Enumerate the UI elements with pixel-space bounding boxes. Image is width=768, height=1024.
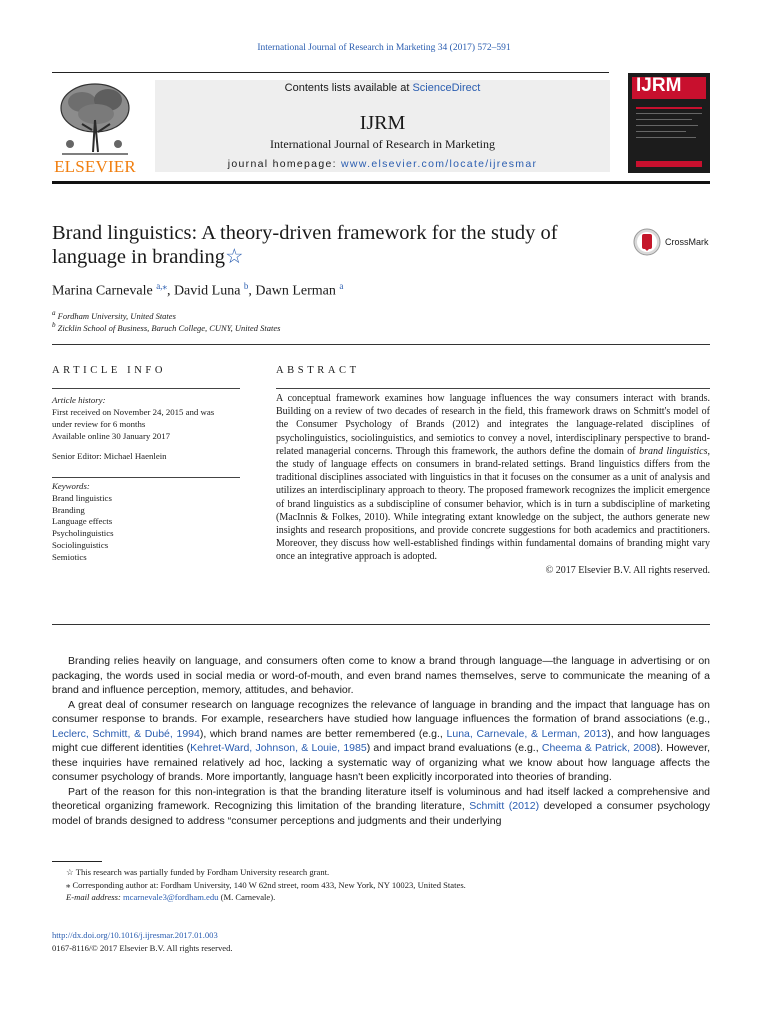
- senior-editor: Senior Editor: Michael Haenlein: [52, 451, 167, 461]
- journal-citation-link[interactable]: International Journal of Research in Marketing 34 (2017) 572–591: [257, 43, 511, 53]
- history-line: Available online 30 January 2017: [52, 431, 171, 441]
- keyword: Semiotics: [52, 551, 87, 562]
- sciencedirect-link[interactable]: ScienceDirect: [412, 82, 481, 94]
- affiliation-a: [52, 309, 176, 321]
- contents-available-line: [155, 82, 610, 94]
- keyword: Brand linguistics: [52, 492, 112, 503]
- article-title-line-1: Brand linguistics: A theory-driven framework for the study of: [52, 222, 558, 244]
- citation-link[interactable]: Luna, Carnevale, & Lerman, 2013: [446, 727, 608, 740]
- body-text: ), and how languages might cue different identities (: [52, 727, 710, 754]
- body-rule: [52, 624, 710, 625]
- abstract-paragraph: [276, 392, 710, 564]
- keywords-label: Keywords:: [52, 481, 90, 491]
- keyword: Sociolinguistics: [52, 539, 109, 550]
- header-rule: [52, 72, 609, 73]
- abstract-text: , the study of language effects on consumers in brand-related settings. Brand linguistics differs from the traditional disciplines associated with linguistics in that it focuses on the consumer as a unit of analysis and utilizes an interdisciplinary approach to theory. The proposed framework recognizes the implicit emergence of brand linguistics as a subdiscipline of consumer behavior, which is in turn a subdiscipline of marketing (MacInnis & Folkes, 2010). While integrating extant knowledge on the subject, the authors generate new insights and research propositions, and provide concrete suggestions for both academics and practitioners. Moreover, they discuss how well-established findings within fundamental domains of branding might vary once an integrative approach is adopted.: [276, 445, 710, 563]
- abstract-copyright: © 2017 Elsevier B.V. All rights reserved.: [545, 564, 710, 576]
- journal-abbreviation: IJRM: [359, 112, 406, 134]
- crossmark-icon: [633, 228, 661, 256]
- article-body: [52, 654, 710, 828]
- journal-homepage-link[interactable]: www.elsevier.com/locate/ijresmar: [341, 158, 538, 170]
- affiliation-text: Zicklin School of Business, Baruch College, CUNY, United States: [57, 322, 281, 333]
- keywords-list: [52, 481, 114, 564]
- keyword: Branding: [52, 504, 85, 515]
- header-thick-rule: [52, 181, 710, 184]
- contents-prefix: Contents lists available at: [284, 82, 413, 94]
- footnote-text: This research was partially funded by Fordham University research grant.: [75, 867, 330, 877]
- footnote-text: Corresponding author at: Fordham University, 140 W 62nd street, room 433, New York, NY 10023, United States.: [72, 879, 466, 890]
- footnote-email: [52, 891, 710, 904]
- article-history: [52, 394, 242, 442]
- section-rule: [52, 344, 710, 345]
- footnotes: [52, 866, 710, 904]
- body-paragraph: Branding relies heavily on language, and consumers often come to know a brand through language—the language in advertising or on packaging, the words used in social media or word-of-mouth, and even brand names themselves, serve to communicate the meaning of a brand and influence perception, memory, attitudes, and behavior.: [52, 655, 710, 696]
- footnote-asterisk-icon: ⁎: [66, 879, 71, 890]
- abstract-heading: ABSTRACT: [276, 365, 360, 376]
- abstract-emphasis: brand linguistics: [639, 445, 708, 457]
- author-affiliation-link[interactable]: a: [339, 281, 344, 291]
- doi-block: [52, 929, 233, 954]
- citation-link[interactable]: Schmitt (2012): [469, 800, 540, 812]
- body-text: ) and impact brand evaluations (e.g.,: [366, 742, 542, 754]
- history-line: under review for 6 months: [52, 419, 146, 429]
- citation-link[interactable]: Cheema & Patrick, 2008: [541, 742, 657, 754]
- affiliation-mark: b: [52, 321, 56, 329]
- body-text: ). However, these inquiries have remained relatively ad hoc, lacking a systematic way of organizing what we know about how language affects the consumer psychology of brands. More importantly, language hasn't been explicitly incorporated into theories of branding.: [52, 742, 710, 783]
- body-paragraph: [52, 785, 710, 829]
- author-affiliation-link[interactable]: a,: [156, 281, 163, 291]
- author-name[interactable]: Dawn Lerman: [255, 283, 336, 299]
- abstract-body: [276, 392, 710, 577]
- homepage-prefix: journal homepage:: [227, 158, 342, 170]
- crossmark-label: CrossMark: [665, 237, 709, 247]
- author-name[interactable]: David Luna: [173, 283, 241, 299]
- email-suffix: (M. Carnevale).: [218, 892, 276, 903]
- body-text: A great deal of consumer research on language recognizes the relevance of language in branding and the impact that language has on consumer response to brands. For example, researchers have studied how language influences the formation of brand associations (e.g.,: [52, 698, 710, 725]
- footnote-funding: [52, 866, 710, 879]
- author-separator: ,: [166, 283, 174, 299]
- keyword: Language effects: [52, 516, 113, 527]
- affiliation-b: [52, 321, 280, 333]
- cover-title: IJRM: [636, 75, 682, 96]
- footnote-star-icon: ☆: [66, 867, 74, 877]
- email-label: E-mail address:: [66, 892, 123, 903]
- body-paragraph: [52, 698, 710, 785]
- citation-link[interactable]: Leclerc, Schmitt, & Dubé, 1994: [52, 727, 200, 740]
- article-title-text: language in branding: [52, 246, 226, 268]
- issn-copyright: 0167-8116/© 2017 Elsevier B.V. All rights reserved.: [52, 942, 233, 953]
- keywords-rule: [52, 477, 240, 478]
- body-text: Part of the reason for this non-integration is that the branding literature itself is voluminous and had itself lacked a comprehensive and theoretical organizing framework. Recognizing this limitation of the branding literature,: [52, 785, 710, 812]
- title-footnote-star-icon[interactable]: ☆: [225, 246, 244, 268]
- author-separator: ,: [248, 283, 256, 299]
- article-title: [52, 221, 612, 269]
- affiliation-text: Fordham University, United States: [57, 310, 176, 321]
- journal-homepage-line: [155, 158, 610, 170]
- keyword: Psycholinguistics: [52, 528, 114, 539]
- footnote-corresponding: [52, 879, 710, 892]
- abstract-rule: [276, 388, 710, 389]
- author-name[interactable]: Marina Carnevale: [52, 283, 153, 299]
- history-label: Article history:: [52, 395, 106, 405]
- body-text: developed a consumer psychology model of brands designed to address “consumer perceptions and judgments and their underlying: [52, 800, 710, 827]
- affiliation-mark: a: [52, 309, 56, 317]
- citation-link[interactable]: Kehret-Ward, Johnson, & Louie, 1985: [190, 742, 367, 754]
- corresponding-author-mark[interactable]: ⁎: [162, 281, 167, 291]
- journal-cover-thumbnail[interactable]: [628, 73, 710, 173]
- abstract-text: A conceptual framework examines how language influences the way consumers interact with brands. Building on a review of two decades of research in the field, this framework draws on Schmitt's model of the Consumer Psychology of Brands (2012) and integrates the language-related disciplines of psycholinguistics, sociolinguistics, and semiotics to convey a novel, interdisciplinary perspective to brand-related managerial concerns. Through this framework, the authors define the domain of: [276, 393, 710, 457]
- article-title-line-2: [52, 245, 612, 269]
- crossmark-badge[interactable]: [633, 228, 723, 256]
- article-info-rule: [52, 388, 240, 389]
- doi-link[interactable]: http://dx.doi.org/10.1016/j.ijresmar.2017.01.003: [52, 930, 218, 940]
- history-line: First received on November 24, 2015 and was: [52, 407, 215, 417]
- body-text: ), which brand names are better remembered (e.g.,: [199, 727, 447, 740]
- email-link[interactable]: mcarnevale3@fordham.edu: [122, 892, 219, 903]
- journal-full-title: International Journal of Research in Marketing: [270, 137, 495, 151]
- article-info-heading: ARTICLE INFO: [52, 365, 167, 376]
- footnote-rule: [52, 861, 102, 862]
- author-affiliation-link[interactable]: b: [243, 281, 249, 291]
- elsevier-wordmark: ELSEVIER: [54, 157, 136, 176]
- author-list: [52, 281, 343, 300]
